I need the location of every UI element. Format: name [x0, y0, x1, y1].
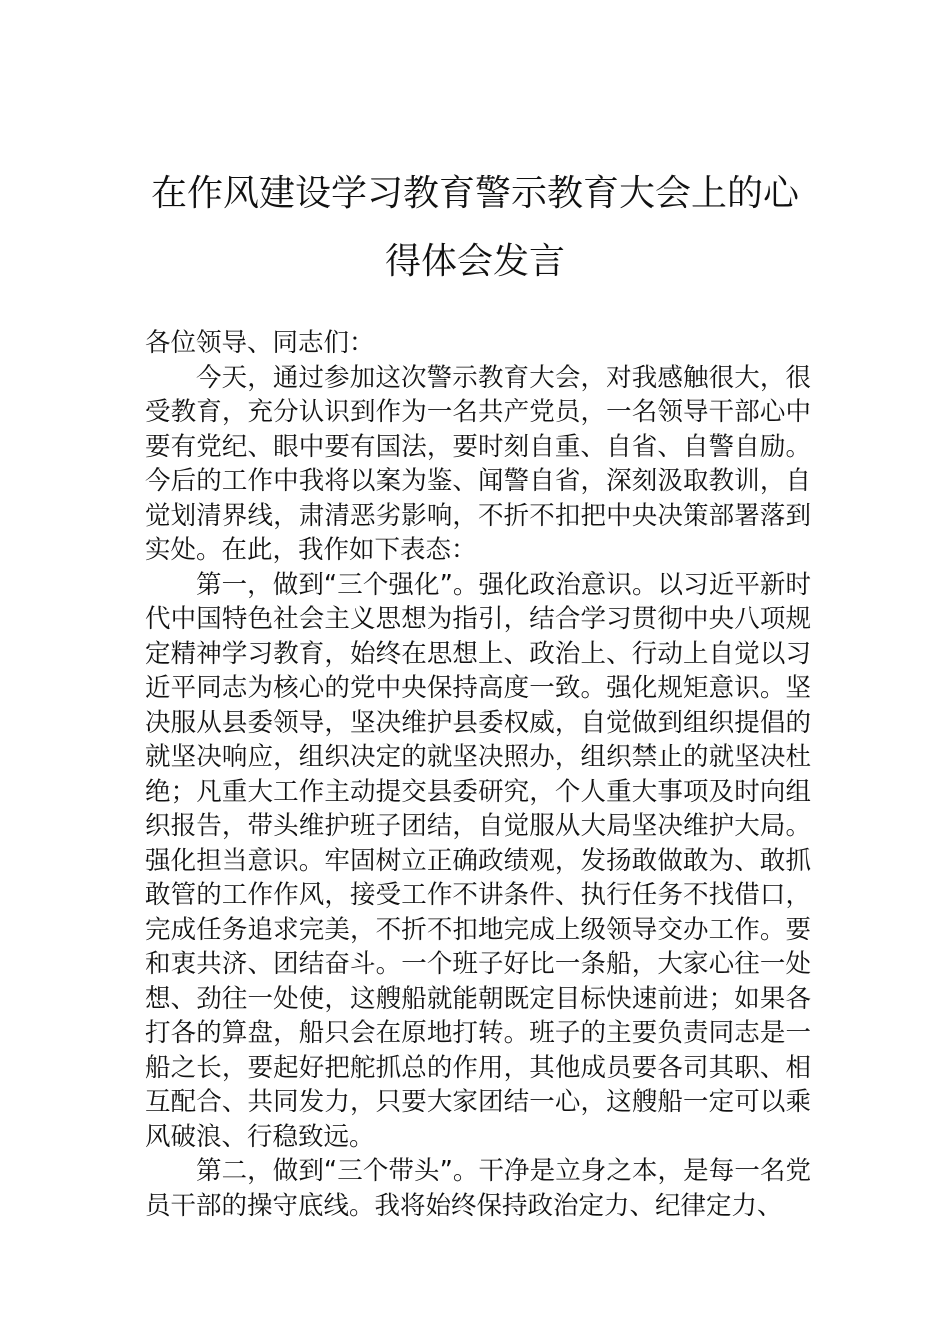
paragraph-second-point: 第二，做到“三个带头”。干净是立身之本，是每一名党员干部的操守底线。我将始终保持政治定力、纪律定力、: [145, 1156, 811, 1221]
paragraph-intro: 今天，通过参加这次警示教育大会，对我感触很大，很受教育，充分认识到作为一名共产党员，一名领导干部心中要有党纪、眼中要有国法，要时刻自重、自省、自警自励。今后的工作中我将以案为鉴、闻警自省，深刻汲取教训，自觉划清界线，肃清恶劣影响，不折不扣把中央决策部署落到实处。在此，我作如下表态：: [145, 362, 811, 565]
salutation: 各位领导、同志们：: [145, 328, 375, 358]
document-title-line-2: 得体会发言: [384, 241, 565, 282]
document-title-line-1: 在作风建设学习教育警示教育大会上的心: [150, 173, 799, 214]
document-body: [145, 326, 811, 1223]
paragraph-first-point: 第一，做到“三个强化”。强化政治意识。以习近平新时代中国特色社会主义思想为指引，结合学习贯彻中央八项规定精神学习教育，始终在思想上、政治上、行动上自觉以习近平同志为核心的党中央保持高度一致。强化规矩意识。坚决服从县委领导，坚决维护县委权威，自觉做到组织提倡的就坚决响应，组织决定的就坚决照办，组织禁止的就坚决杜绝；凡重大工作主动提交县委研究，个人重大事项及时向组织报告，带头维护班子团结，自觉服从大局坚决维护大局。强化担当意识。牢固树立正确政绩观，发扬敢做敢为、敢抓敢管的工作作风，接受工作不讲条件、执行任务不找借口，完成任务追求完美，不折不扣地完成上级领导交办工作。要和衷共济、团结奋斗。一个班子好比一条船，大家心往一处想、劲往一处使，这艘船就能朝既定目标快速前进；如果各打各的算盘，船只会在原地打转。班子的主要负责同志是一船之长，要起好把舵抓总的作用，其他成员要各司其职、相互配合、共同发力，只要大家团结一心，这艘船一定可以乘风破浪、行稳致远。: [145, 569, 811, 1152]
